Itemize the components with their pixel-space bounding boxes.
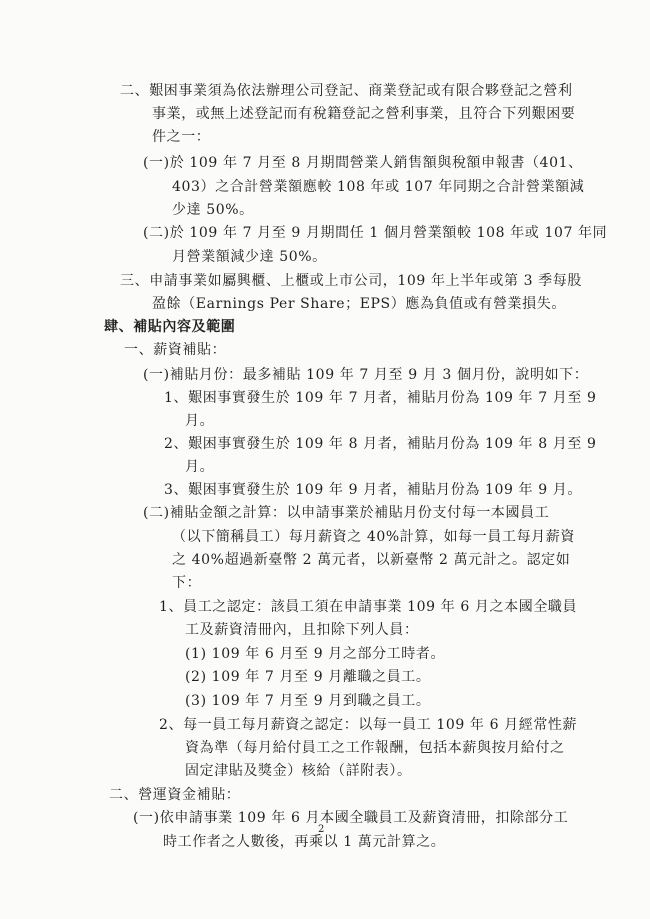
- sec2-item-1-line-3: 少達 50%。: [172, 202, 254, 218]
- employee-exclusion-1: (1) 109 年 6 月至 9 月之部分工時者。: [185, 646, 446, 662]
- amount-calc-line-1: (二)補貼金額之計算：以申請事業於補貼月份支付每一本國員工: [143, 505, 550, 521]
- employee-def-line-2: 工及薪資清冊內，且扣除下列人員：: [185, 622, 419, 638]
- sec2-line-2: 事業，或無上述登記而有稅籍登記之營利事業，且符合下列艱困要: [152, 106, 576, 122]
- employee-def-line-1: 1、員工之認定：該員工須在申請事業 109 年 6 月之本國全職員: [159, 599, 578, 615]
- sec2-item-1-line-1: (一)於 109 年 7 月至 8 月期間營業人銷售額與稅額申報書（401、: [143, 155, 583, 171]
- monthly-salary-def-line-2: 資為準（每月給付員工之工作報酬，包括本薪與按月給付之: [185, 740, 565, 756]
- month-rule-2-line-1: 2、艱困事實發生於 109 年 8 月者，補貼月份為 109 年 8 月至 9: [164, 436, 597, 452]
- sec2-item-2-line-1: (二)於 109 年 7 月至 9 月期間任 1 個月營業額較 108 年或 107 年同: [143, 225, 608, 241]
- sec3-line-2: 盈餘（Earnings Per Share；EPS）應為負值或有營業損失。: [152, 296, 566, 312]
- operating-line-1: (一)依申請事業 109 年 6 月本國全職員工及薪資清冊，扣除部分工: [133, 810, 569, 826]
- month-rule-3: 3、艱困事實發生於 109 年 9 月者，補貼月份為 109 年 9 月。: [164, 482, 582, 498]
- employee-exclusion-2: (2) 109 年 7 月至 9 月離職之員工。: [185, 669, 431, 685]
- sec2-line-1: 二、艱困事業須為依法辦理公司登記、商業登記或有限合夥登記之營利: [120, 83, 573, 99]
- sec2-line-3: 件之一：: [152, 129, 211, 145]
- sec2-item-1-line-2: 403）之合計營業額應較 108 年或 107 年同期之合計營業額減: [172, 179, 585, 195]
- month-rule-1-line-1: 1、艱困事實發生於 109 年 7 月者，補貼月份為 109 年 7 月至 9: [164, 390, 597, 406]
- monthly-salary-def-line-3: 固定津貼及獎金）核給（詳附表）。: [185, 763, 412, 779]
- page-number: 2: [318, 824, 325, 835]
- employee-exclusion-3: (3) 109 年 7 月至 9 月到職之員工。: [185, 693, 431, 709]
- amount-calc-line-3: 之 40%超過新臺幣 2 萬元者，以新臺幣 2 萬元計之。認定如: [172, 552, 571, 568]
- sec2-item-2-line-2: 月營業額減少達 50%。: [172, 249, 327, 265]
- operating-subsidy-title: 二、營運資金補貼：: [109, 787, 241, 803]
- amount-calc-line-4: 下：: [172, 575, 202, 591]
- month-rule-1-line-2: 月。: [185, 413, 215, 429]
- salary-subsidy-title: 一、薪資補貼：: [124, 342, 227, 358]
- month-rule-2-line-2: 月。: [185, 459, 215, 475]
- heading-subsidy-scope: 肆、補貼內容及範圍: [104, 319, 236, 335]
- operating-line-2: 時工作者之人數後，再乘以 1 萬元計算之。: [163, 834, 446, 850]
- monthly-salary-def-line-1: 2、每一員工每月薪資之認定：以每一員工 109 年 6 月經常性薪: [159, 717, 578, 733]
- sec3-line-1: 三、申請事業如屬興櫃、上櫃或上市公司，109 年上半年或第 3 季每股: [120, 273, 582, 289]
- amount-calc-line-2: （以下簡稱員工）每月薪資之 40%計算，如每一員工每月薪資: [172, 529, 575, 545]
- salary-months-line: (一)補貼月份：最多補貼 109 年 7 月至 9 月 3 個月份，說明如下：: [143, 367, 589, 383]
